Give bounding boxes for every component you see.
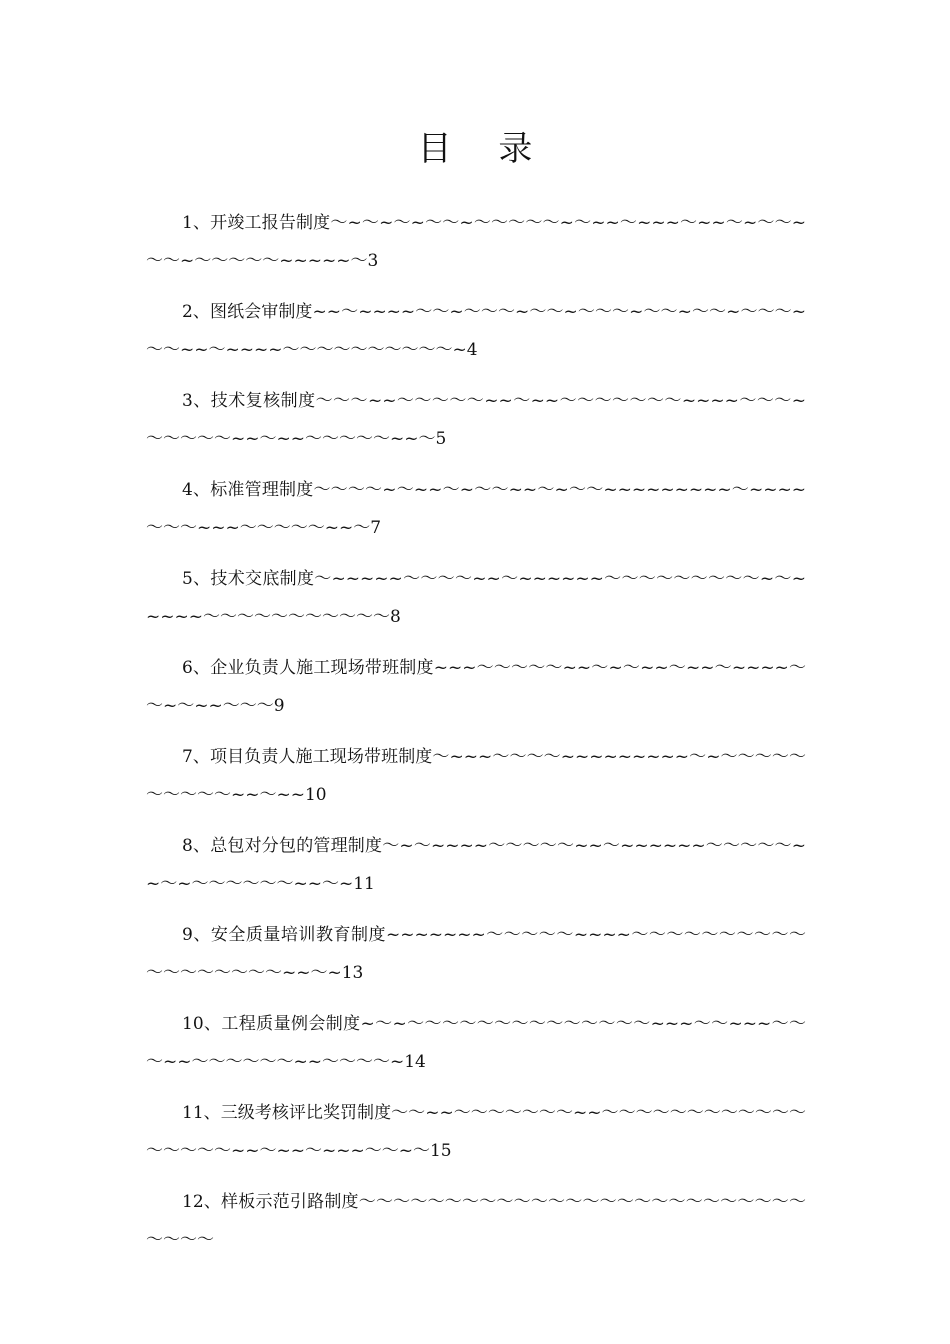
toc-entry-leader: ～~～~~~~～～～～～~~～~~~~~~～～～～～~~～~～～～～～～~~～~ <box>146 836 806 894</box>
toc-entry[interactable] <box>146 471 806 547</box>
toc-entry-label: 12、样板示范引路制度 <box>182 1192 359 1212</box>
toc-entry[interactable] <box>146 827 806 903</box>
toc-entry[interactable] <box>146 382 806 458</box>
toc-entry-label: 10、工程质量例会制度 <box>182 1014 361 1034</box>
toc-entry-leader: ～~～~～~～～~～～～～～~～~~～~~~～~~～~～～~～～~～～～～～~~~~~～ <box>146 213 806 271</box>
toc-entry-label: 6、企业负责人施工现场带班制度 <box>182 658 434 678</box>
toc-entry[interactable] <box>146 204 806 280</box>
toc-entry-label: 7、项目负责人施工现场带班制度 <box>182 747 433 767</box>
toc-entry-label: 9、安全质量培训教育制度 <box>182 925 387 945</box>
toc-entry-page: 3 <box>367 251 379 271</box>
toc-entry-leader: ~~~～～～～～~~～~～~~～~~～~~~~～～~～~~～～～ <box>146 658 806 716</box>
toc-entry[interactable] <box>146 916 806 992</box>
toc-entry-page: 5 <box>435 429 447 449</box>
toc-entry[interactable] <box>146 560 806 636</box>
toc-entry-label: 4、标准管理制度 <box>182 480 314 500</box>
toc-entry-label: 2、图纸会审制度 <box>182 302 313 322</box>
toc-entry-label: 11、三级考核评比奖罚制度 <box>182 1103 392 1123</box>
toc-entry-page: 11 <box>353 874 375 894</box>
toc-entry[interactable] <box>146 649 806 725</box>
toc-entry-page: 10 <box>304 785 327 805</box>
toc-entry[interactable] <box>146 738 806 814</box>
table-of-contents <box>146 204 806 1272</box>
toc-entry-page: 15 <box>429 1141 452 1161</box>
toc-entry-page: 4 <box>466 340 478 360</box>
toc-title: 目 录 <box>417 129 551 169</box>
toc-entry-page: 13 <box>341 963 364 983</box>
toc-entry-page: 14 <box>404 1052 426 1072</box>
toc-entry-label: 8、总包对分包的管理制度 <box>182 836 383 856</box>
toc-entry-label: 1、开竣工报告制度 <box>182 213 331 233</box>
toc-entry-page: 9 <box>273 696 285 716</box>
toc-entry[interactable] <box>146 1094 806 1170</box>
toc-entry[interactable] <box>146 1183 806 1259</box>
toc-entry-leader: ~~~~~~~～～～～～~~~~～～～～～～～～～～～～～～～～～～~~～~ <box>146 925 806 983</box>
toc-entry[interactable] <box>146 1005 806 1081</box>
toc-entry-page: 7 <box>370 518 382 538</box>
toc-entry-leader: ～～~~～～～～～～～~~～～～～～～～～～～～～～～～～～~~～~~～~~~～～~～ <box>146 1103 806 1161</box>
toc-entry-leader: ～～～~~～～～～～~~～~~～～～～～～～~~~~～～～~～～～～～~~～~~～～～～～~~～ <box>146 391 806 449</box>
toc-entry-leader: ~～~～～～～～～～～～～～～～～~~~～～~~~～～～~~～～～～～～~~～～～～~ <box>146 1014 806 1072</box>
toc-entry-leader: ～~~~～～～～~~~~~~~~~～~～～～～～～～～～～~~～~~ <box>146 747 806 805</box>
toc-entry-leader: ～~~~~~～～～～~~～~~~~~~～～～～～～～～～~～~~~~~～～～～～～～～～～～ <box>146 569 806 627</box>
toc-entry-leader: ~~～~~~~～～~～～～~～～~～～～~～～~～～~～～～~～～~~～~~~~～～～～～～～～～～~ <box>146 302 806 360</box>
toc-entry-page: 8 <box>389 607 401 627</box>
toc-entry-label: 3、技术复核制度 <box>182 391 316 411</box>
toc-entry-label: 5、技术交底制度 <box>182 569 315 589</box>
toc-entry-leader: ～～～～~～~~～~～～~~～~～～~~~~~~~~~～~~~~～～～~~~～～～～～~~～ <box>146 480 806 538</box>
toc-entry-leader: ～～～～～～～～～～～～～～～～～～～～～～～～～～～～～～ <box>146 1192 806 1250</box>
toc-entry[interactable] <box>146 293 806 369</box>
